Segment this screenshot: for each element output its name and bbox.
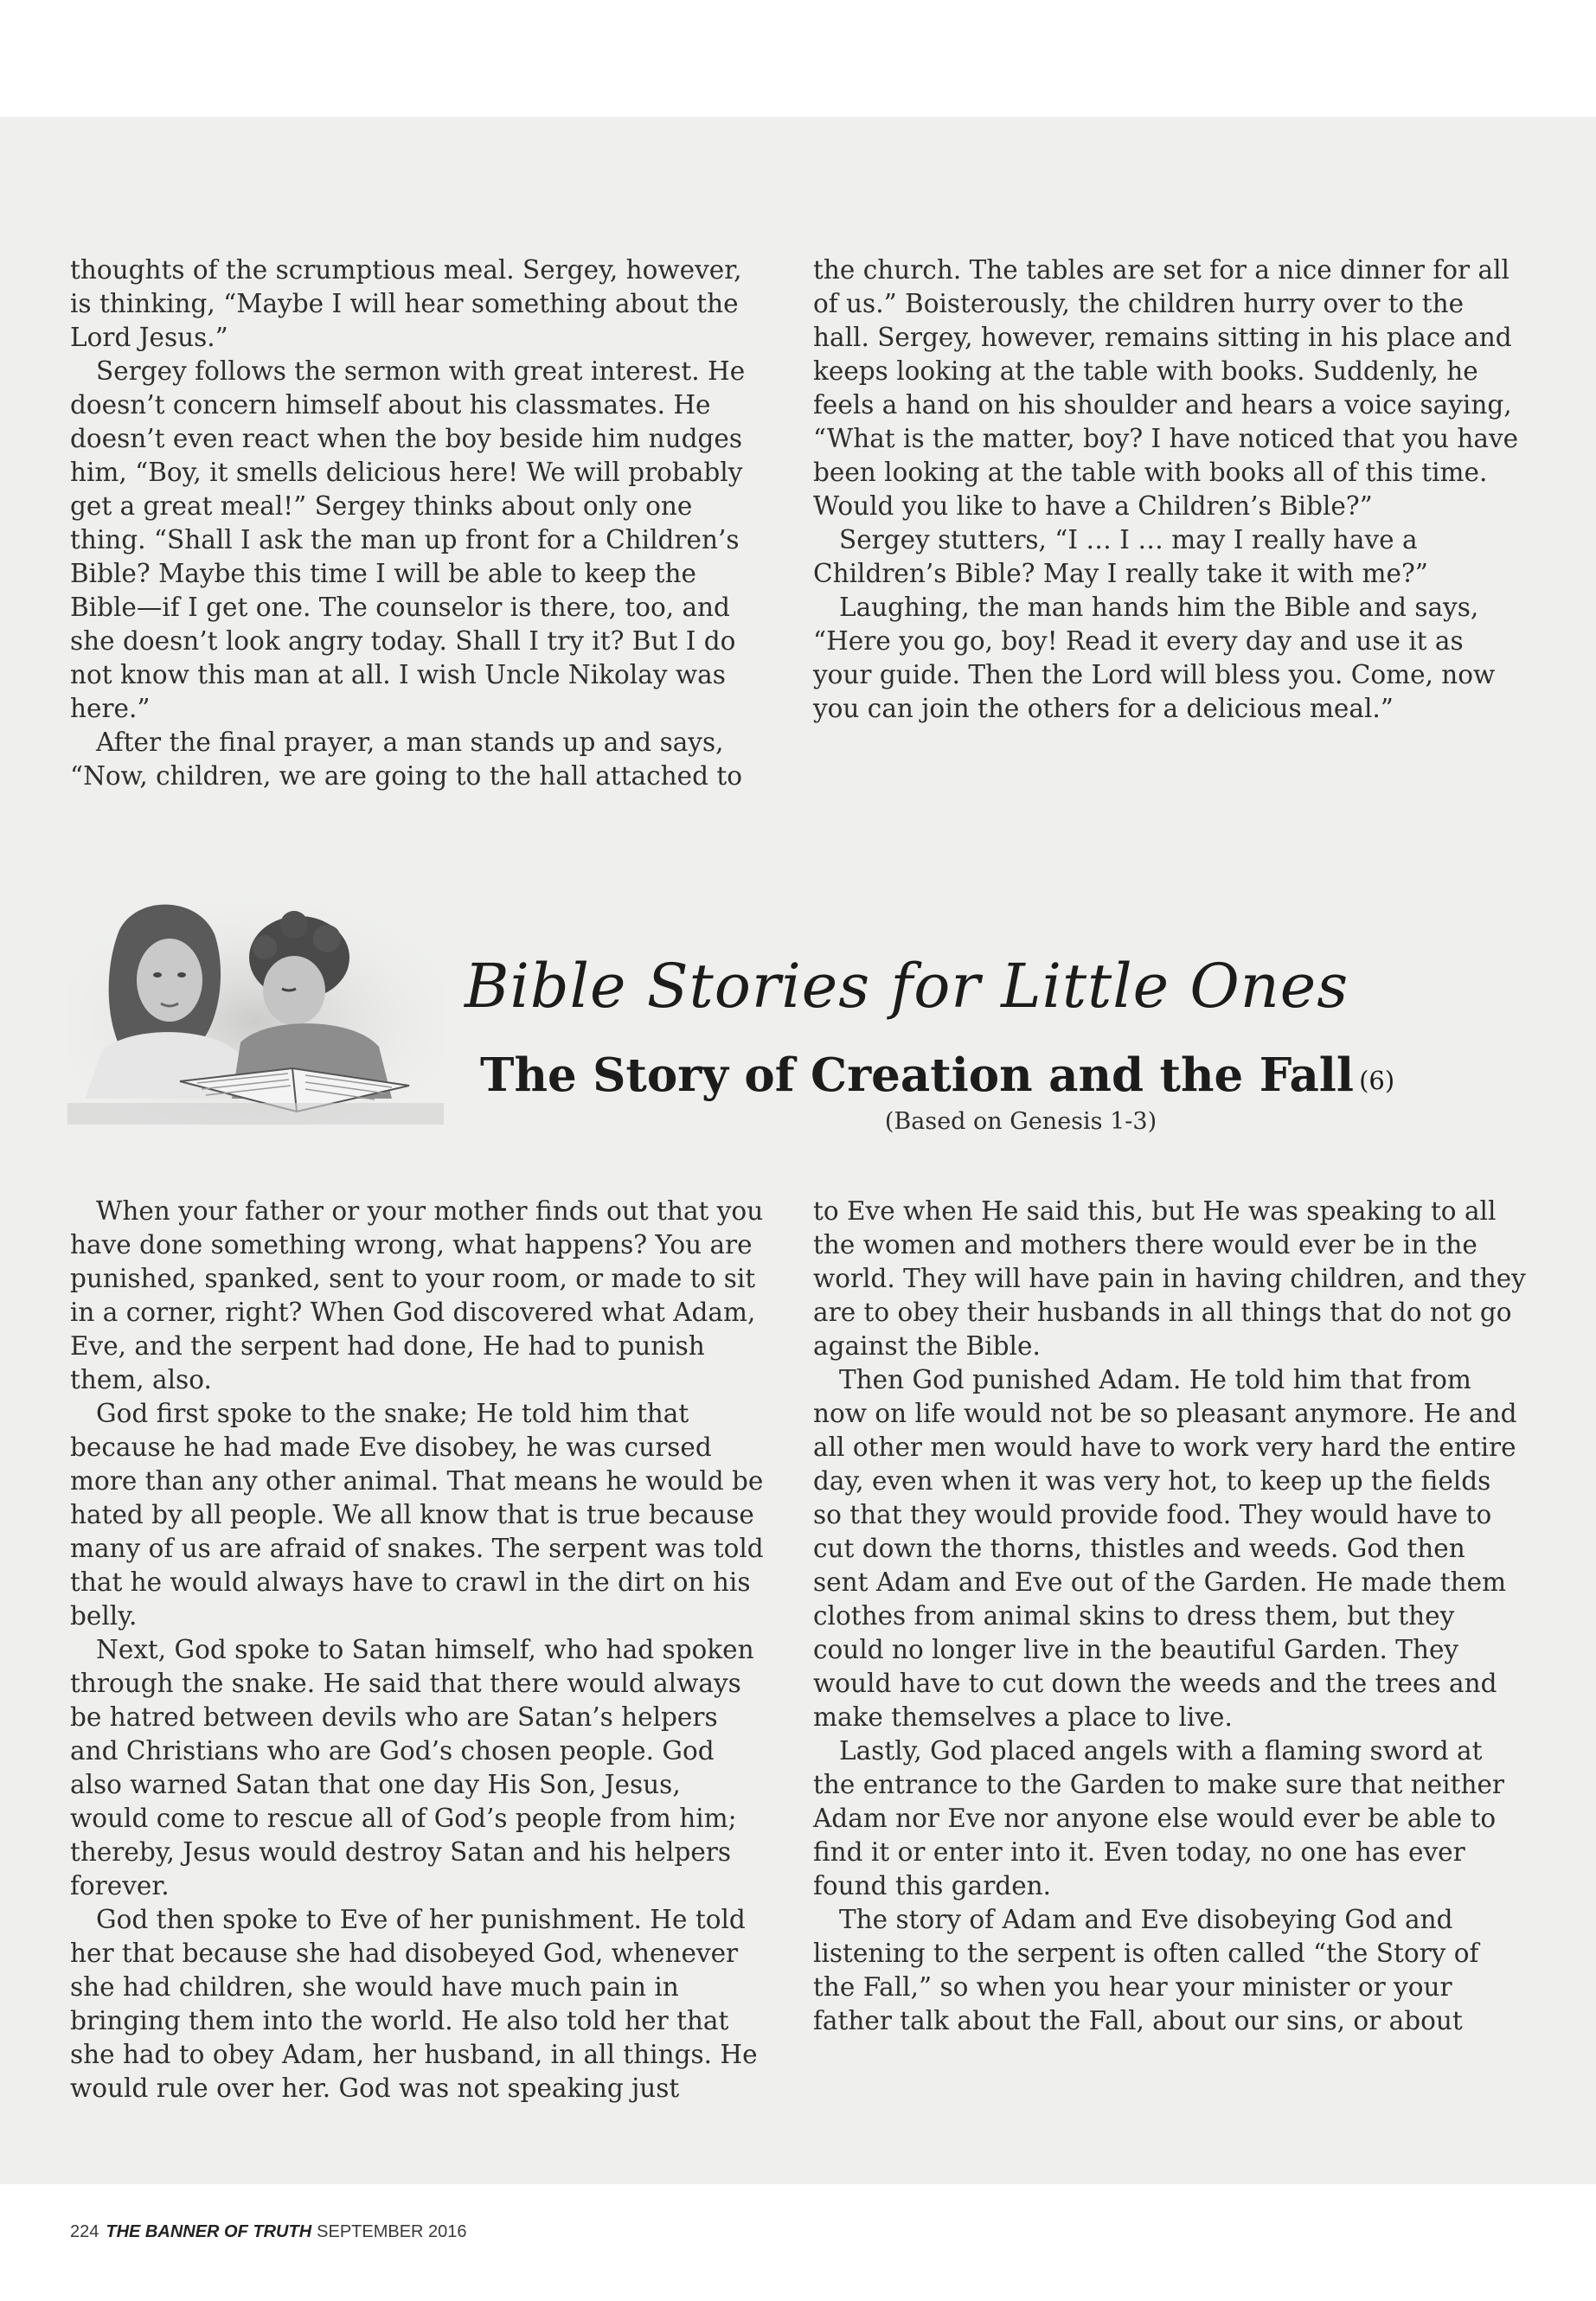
paragraph: After the final prayer, a man stands up and says, “Now, children, we are going to the hall attached to — [70, 727, 742, 791]
paragraph: The story of Adam and Eve disobeying God and listening to the serpent is often called “the Story of the Fall,” so when you hear your minister or your father talk about the Fall, about our sins, or about — [813, 1905, 1479, 2035]
paragraph: When your father or your mother finds out that you have done something wrong, what happens? You are punished, spanked, sent to your room, or made to sit in a corner, right? When God discovered what Adam, Eve, and the serpent had done, He had to punish them, also. — [70, 1196, 764, 1394]
paragraph: Sergey stutters, “I … I … may I really have a Children’s Bible? May I really take it with me?” — [813, 525, 1428, 588]
story-part-number: (6) — [1359, 1066, 1395, 1095]
paragraph: to Eve when He said this, but He was speaking to all the women and mothers there would ever be in the world. They will have pain in having children, and they are to obey their husbands in all things that do not go against the Bible. — [813, 1196, 1526, 1361]
issue-date: SEPTEMBER 2016 — [317, 2222, 467, 2241]
bible-story-right-column — [813, 1195, 1527, 2038]
story-continued-left-column — [70, 253, 766, 793]
paragraph: the church. The tables are set for a nice dinner for all of us.” Boisterously, the children hurry over to the hall. Sergey, however, remains sitting in his place and keeps looking at the table with books. Suddenly, he feels a hand on his shoulder and hears a voice saying, “What is the matter, boy? I have noticed that you have been looking at the table with books all of this time. Would you like to have a Children’s Bible?” — [813, 255, 1519, 521]
section-script-title: Bible Stories for Little Ones — [465, 951, 1349, 1022]
paragraph: God first spoke to the snake; He told him that because he had made Eve disobey, he was cursed more than any other animal. That means he would be hated by all people. We all know that is true because many of us are afraid of snakes. The serpent was told that he would always have to crawl in the dirt on his belly. — [70, 1399, 764, 1631]
paragraph: Laughing, the man hands him the Bible and says, “Here you go, boy! Read it every day and use it as your guide. Then the Lord will bless you. Come, now you can join the others for a delicious meal.” — [813, 593, 1496, 723]
story-title — [480, 1048, 1394, 1109]
publication-name: THE BANNER OF TRUTH — [106, 2222, 312, 2241]
paragraph: God then spoke to Eve of her punishment. He told her that because she had disobeyed God, whenever she had children, she would have much pain in bringing them into the world. He also told her that she had to obey Adam, her husband, in all things. He would rule over her. God was not speaking just — [70, 1905, 758, 2103]
bible-story-left-column — [70, 1195, 766, 2106]
paragraph: Then God punished Adam. He told him that from now on life would not be so pleasant anymore. He and all other men would have to work very hard the entire day, even when it was very hot, to keep up the fields so that they would provide food. They would have to cut down the thorns, thistles and weeds. God then sent Adam and Eve out of the Garden. He made them clothes from animal skins to dress them, but they could no longer live in the beautiful Garden. They would have to cut down the weeds and the trees and make themselves a place to live. — [813, 1365, 1517, 1732]
paragraph: Lastly, God placed angels with a flaming sword at the entrance to the Garden to make sure that neither Adam nor Eve nor anyone else would ever be able to find it or enter into it. Even today, no one has ever found this garden. — [813, 1736, 1505, 1900]
children-reading-bible-illustration — [67, 895, 444, 1125]
page-number: 224 — [70, 2222, 99, 2241]
page-footer — [70, 2222, 467, 2242]
story-continued-right-column — [813, 253, 1522, 726]
magazine-page — [0, 117, 1596, 2241]
paragraph: Sergey follows the sermon with great interest. He doesn’t concern himself about his classmates. He doesn’t even react when the boy beside him nudges him, “Boy, it smells delicious here! We will probably get a great meal!” Sergey thinks about only one thing. “Shall I ask the man up front for a Children’s Bible? Maybe this time I will be able to keep the Bible—if I get one. The counselor is there, too, and she doesn’t look angry today. Shall I try it? But I do not know this man at all. I wish Uncle Nikolay was here.” — [70, 356, 746, 723]
paragraph: Next, God spoke to Satan himself, who had spoken through the snake. He said that there would always be hatred between devils who are Satan’s helpers and Christians who are God’s chosen people. God also warned Satan that one day His Son, Jesus, would come to rescue all of God’s people from him; thereby, Jesus would destroy Satan and his helpers forever. — [70, 1635, 754, 1900]
story-title-text: The Story of Creation and the Fall — [480, 1048, 1355, 1102]
story-subtitle: (Based on Genesis 1-3) — [884, 1108, 1157, 1135]
paragraph: thoughts of the scrumptious meal. Sergey, however, is thinking, “Maybe I will hear something about the Lord Jesus.” — [70, 255, 742, 352]
